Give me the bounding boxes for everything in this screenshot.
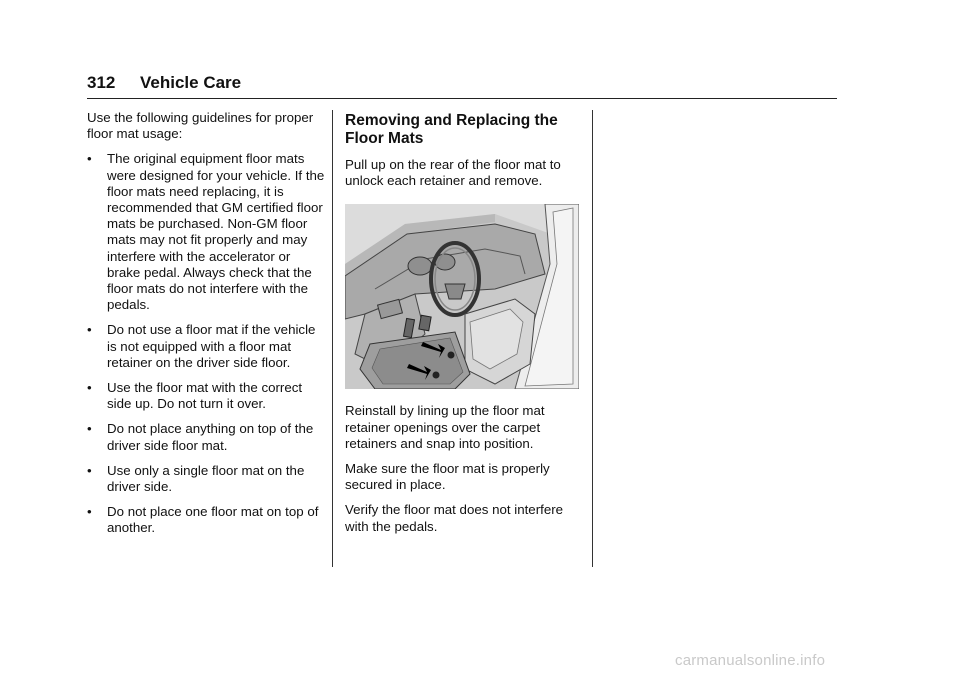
list-item-text: The original equipment floor mats were designed for your vehicle. If the floor mats need replacing, it is recommended that GM certified floor mats be purchased. Non-GM floor mats may not fit properly and may interfere with the accelerator or brake pedal. Always check that the floor mats do not interfere with the pedals.	[107, 151, 325, 313]
right-column	[345, 110, 585, 544]
list-item-text: Do not use a floor mat if the vehicle is not equipped with a floor mat retainer on the driver side floor.	[107, 322, 316, 370]
list-item	[87, 504, 327, 536]
column-divider-left	[332, 110, 333, 567]
list-item-text: Use only a single floor mat on the driver side.	[107, 462, 305, 495]
bullet-marker: •	[87, 380, 92, 396]
floor-mat-illustration	[345, 204, 579, 389]
section-heading: Removing and Replacing the Floor Mats	[345, 112, 558, 147]
list-item-text: Do not place anything on top of the driver side floor mat.	[107, 421, 314, 453]
verify-paragraph: Verify the floor mat does not interfere with the pedals.	[345, 502, 564, 534]
reinstall-paragraph: Reinstall by lining up the floor mat retainer openings over the carpet retainers and snap into position.	[345, 403, 545, 451]
list-item	[87, 463, 327, 495]
left-column	[87, 110, 327, 546]
bullet-marker: •	[87, 504, 92, 520]
bullet-marker: •	[87, 462, 92, 478]
bullet-marker: •	[87, 322, 92, 338]
list-item	[87, 421, 327, 453]
watermark: carmanualsonline.info	[675, 652, 826, 669]
section-title: Vehicle Care	[140, 73, 242, 92]
page-header	[87, 70, 837, 99]
page-number: 312	[87, 73, 116, 92]
guideline-list	[87, 151, 327, 536]
list-item-text: Use the floor mat with the correct side up. Do not turn it over.	[107, 380, 303, 412]
list-item	[87, 380, 327, 412]
remove-paragraph: Pull up on the rear of the floor mat to unlock each retainer and remove.	[345, 157, 561, 189]
list-item	[87, 322, 327, 371]
list-item-text: Do not place one floor mat on top of another.	[107, 504, 319, 536]
list-item	[87, 151, 327, 313]
secure-paragraph: Make sure the floor mat is properly secured in place.	[345, 461, 550, 493]
car-interior-drawing	[345, 204, 579, 389]
bullet-marker: •	[87, 151, 92, 167]
bullet-marker: •	[87, 421, 92, 437]
column-divider-right	[592, 110, 593, 567]
intro-paragraph: Use the following guidelines for proper floor mat usage:	[87, 110, 314, 142]
